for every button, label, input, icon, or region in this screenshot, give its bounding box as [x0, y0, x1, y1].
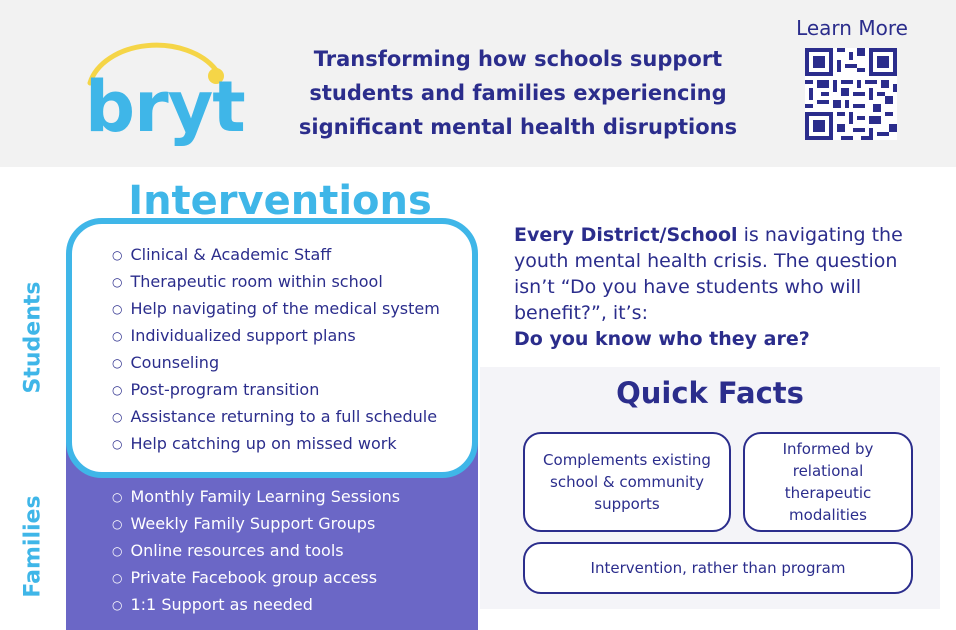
families-list [112, 484, 400, 619]
fact-card [523, 432, 731, 532]
fact-text: Informed by relational therapeutic modalities [782, 440, 874, 524]
list-item: ○ Assistance returning to a full schedule [112, 404, 440, 431]
list-item: ○ Help navigating of the medical system [112, 296, 440, 323]
interventions-title: Interventions [128, 178, 432, 224]
learn-more-label: Learn More [796, 16, 908, 40]
students-label: Students [20, 281, 46, 394]
intro-question: Do you know who they are? [514, 328, 810, 350]
intro-paragraph [514, 222, 924, 352]
list-item: ○ Counseling [112, 350, 440, 377]
headline [278, 42, 758, 144]
headline-line: significant mental health disruptions [298, 115, 738, 139]
header-band [0, 0, 956, 167]
fact-card [743, 432, 913, 532]
list-item: ○ Therapeutic room within school [112, 269, 440, 296]
qr-code-icon[interactable] [805, 48, 897, 140]
headline-line: students and families experiencing [309, 81, 727, 105]
students-list [112, 242, 440, 458]
fact-text: Complements existing school & community supports [543, 451, 711, 513]
bryt-logo [80, 28, 250, 158]
fact-card [523, 542, 913, 594]
list-item: ○ Online resources and tools [112, 538, 400, 565]
list-item: ○ Clinical & Academic Staff [112, 242, 440, 269]
intro-bold-lead: Every District/School [514, 224, 738, 246]
families-label: Families [20, 495, 46, 598]
list-item: ○ 1:1 Support as needed [112, 592, 400, 619]
list-item: ○ Help catching up on missed work [112, 431, 440, 458]
list-item: ○ Private Facebook group access [112, 565, 400, 592]
list-item: ○ Individualized support plans [112, 323, 440, 350]
quick-facts-title: Quick Facts [616, 376, 804, 410]
list-item: ○ Weekly Family Support Groups [112, 511, 400, 538]
intro-text: is navigating the youth mental health crisis. The question isn’t “Do you have students who will benefit?”, it’s: [514, 224, 903, 324]
logo-text: bryt [85, 66, 245, 148]
headline-line: Transforming how schools support [313, 47, 723, 71]
list-item: ○ Monthly Family Learning Sessions [112, 484, 400, 511]
fact-text: Intervention, rather than program [590, 559, 846, 577]
list-item: ○ Post-program transition [112, 377, 440, 404]
